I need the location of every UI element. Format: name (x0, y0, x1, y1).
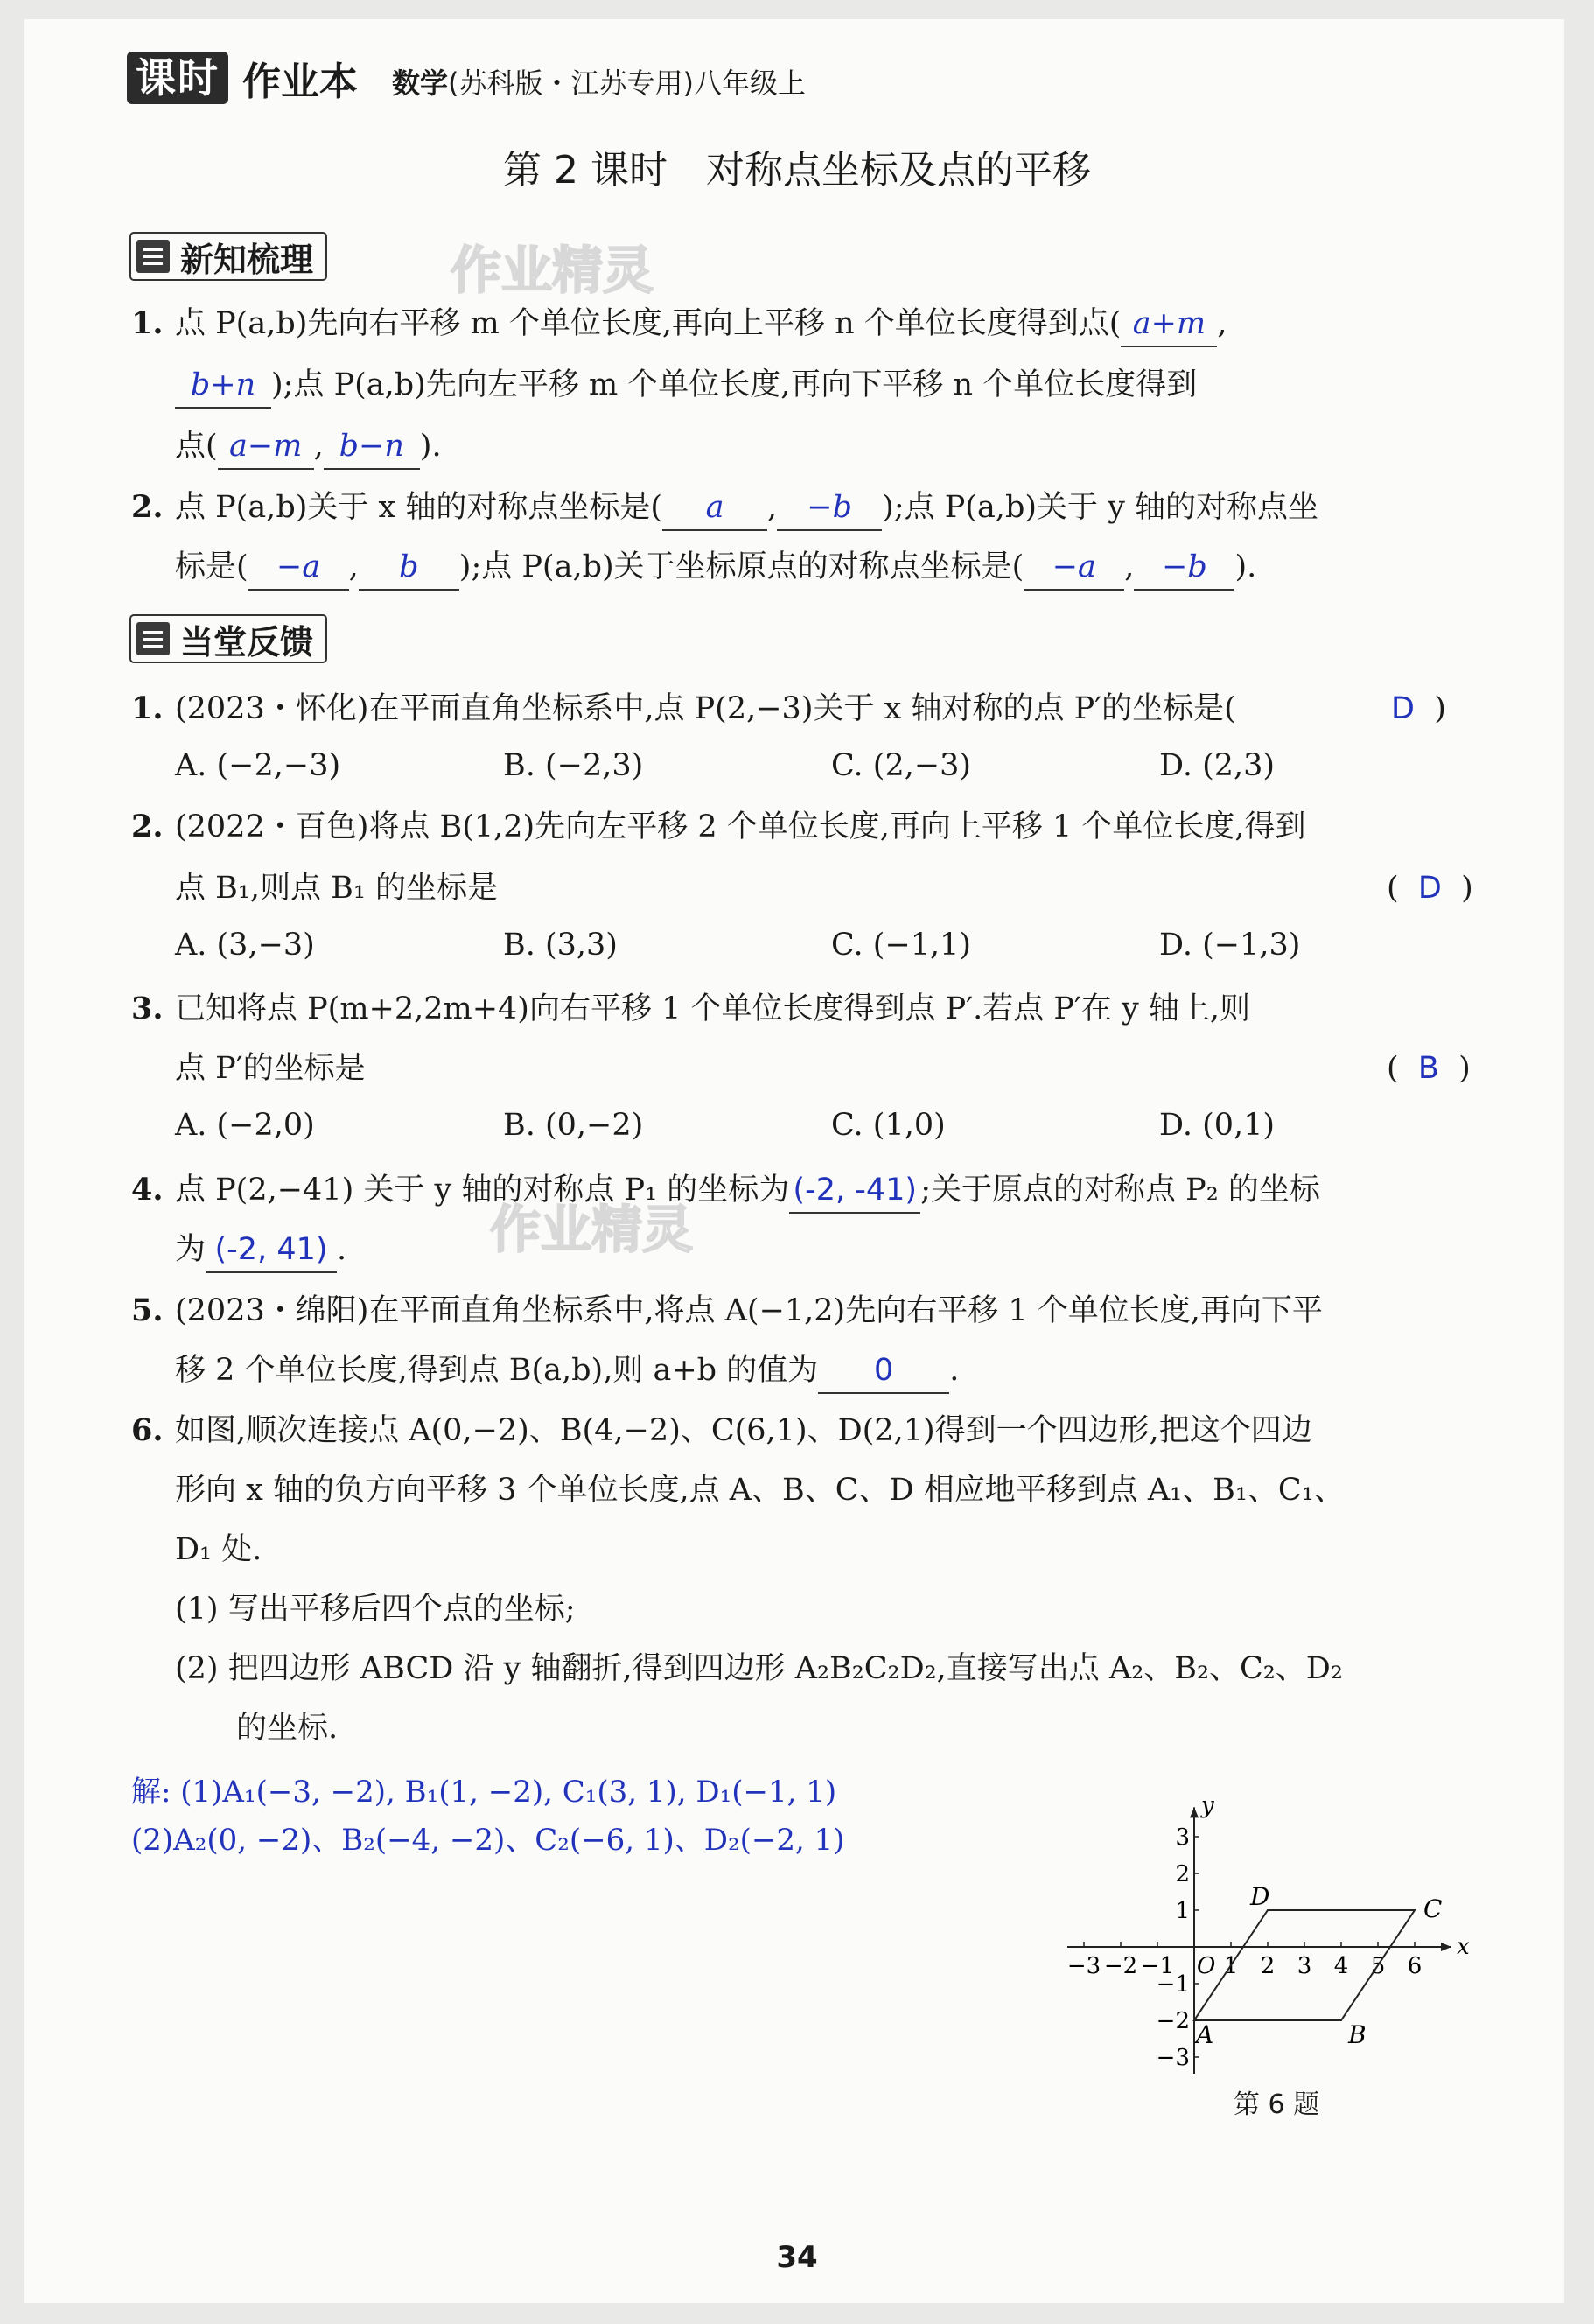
point-label-d: D (1250, 1882, 1270, 1911)
question-text: (2022・百色)将点 B(1,2)先向左平移 2 个单位长度,再向上平移 1 个单位长度,得到 (175, 809, 1306, 844)
section-label: 当堂反馈 (180, 622, 314, 662)
feedback-question-2-line-2: 点 B₁,则点 B₁ 的坐标是 (175, 871, 499, 906)
answer-blank: −a (248, 545, 349, 591)
bracket-close: ) (1434, 691, 1446, 726)
answer-blank: −b (777, 486, 882, 531)
answer-bracket: ( B ) (1387, 1051, 1471, 1086)
origin-label: O (1197, 1953, 1216, 1979)
question-1-line-2 (175, 363, 1197, 409)
answer-blank: a (662, 486, 767, 531)
x-tick-label: −3 (1067, 1953, 1101, 1979)
option-c: C. (2,−3) (831, 748, 972, 783)
feedback-question-6-part-2-cont: 的坐标. (236, 1711, 339, 1746)
feedback-question-6-line-2: 形向 x 轴的负方向平移 3 个单位长度,点 A、B、C、D 相应地平移到点 A₁、B₁、C₁、 (175, 1473, 1345, 1508)
feedback-question-5 (131, 1289, 1323, 1333)
question-text: 为 (175, 1232, 206, 1267)
question-1-line-3 (175, 424, 442, 470)
point-label-c: C (1423, 1894, 1443, 1923)
question-number: 1. (131, 690, 164, 726)
option-d: D. (2,3) (1159, 748, 1276, 783)
question-text: ). (1234, 550, 1257, 584)
option-d: D. (0,1) (1159, 1108, 1276, 1143)
feedback-question-4 (131, 1168, 1320, 1214)
option-c: C. (−1,1) (831, 928, 972, 962)
question-text: 移 2 个单位长度,得到点 B(a,b),则 a+b 的值为 (175, 1353, 819, 1388)
answer-blank: −b (1134, 545, 1234, 591)
question-text: );点 P(a,b)关于坐标原点的对称点坐标是( (458, 550, 1024, 584)
point-label-a: A (1196, 2020, 1214, 2049)
subject: 数学 (392, 66, 449, 100)
question-text: , (348, 550, 359, 584)
question-text: , (1217, 306, 1227, 341)
y-tick-label: 1 (1175, 1898, 1190, 1924)
option-a: A. (3,−3) (175, 928, 315, 962)
answer-blank: (-2, -41) (789, 1168, 920, 1214)
question-text: ). (419, 429, 442, 464)
x-tick-label: 2 (1260, 1953, 1276, 1979)
feedback-question-6-line-3: D₁ 处. (175, 1532, 262, 1567)
answer-blank: 0 (818, 1348, 949, 1394)
question-text: . (949, 1353, 960, 1388)
feedback-question-4-line-2 (175, 1228, 346, 1273)
coordinate-figure (1067, 1750, 1505, 2074)
page-number: 34 (776, 2240, 818, 2275)
book-logo (127, 51, 358, 105)
feedback-question-3 (131, 987, 1250, 1031)
feedback-question-6 (131, 1409, 1312, 1452)
question-1-line-1 (131, 302, 1227, 347)
y-tick-label: −1 (1156, 1971, 1190, 1998)
question-text: );点 P(a,b)先向左平移 m 个单位长度,再向下平移 n 个单位长度得到 (271, 368, 1198, 402)
question-text: 点 P(2,−41) 关于 y 轴的对称点 P₁ 的坐标为 (175, 1172, 790, 1208)
question-number: 4. (131, 1172, 164, 1208)
point-label-b: B (1348, 2020, 1367, 2049)
watermark: 作业精灵 (451, 241, 654, 300)
page-title: 第 2 课时 对称点坐标及点的平移 (503, 148, 1091, 192)
question-number: 1. (131, 305, 164, 341)
option-b: B. (−2,3) (503, 748, 644, 783)
option-c: C. (1,0) (831, 1108, 946, 1143)
x-tick-label: 5 (1370, 1953, 1386, 1979)
x-tick-label: −2 (1103, 1953, 1138, 1979)
book-name: 作业本 (242, 60, 358, 104)
question-text: 已知将点 P(m+2,2m+4)向右平移 1 个单位长度得到点 P′.若点 P′在 y 轴上,则 (175, 991, 1250, 1026)
feedback-question-3-line-2: 点 P′的坐标是 (175, 1051, 366, 1086)
question-text: , (313, 429, 324, 464)
answer-bracket: ( D ) (1387, 871, 1473, 906)
x-tick-label: 3 (1297, 1953, 1312, 1979)
solution-line-1: 解: (1)A₁(−3, −2), B₁(1, −2), C₁(3, 1), D₁(−1, 1) (131, 1774, 837, 1810)
question-number: 3. (131, 990, 164, 1026)
x-axis-label: x (1457, 1934, 1470, 1960)
question-text: , (767, 490, 778, 525)
option-d: D. (−1,3) (1159, 928, 1301, 962)
book-subject (392, 61, 806, 102)
feedback-question-6-part-2: (2) 把四边形 ABCD 沿 y 轴翻折,得到四边形 A₂B₂C₂D₂,直接写出点 A₂、B₂、C₂、D₂ (175, 1651, 1343, 1686)
section-header-feedback (129, 614, 327, 663)
feedback-question-6-part-1: (1) 写出平移后四个点的坐标; (175, 1592, 576, 1627)
feedback-question-1 (131, 687, 1236, 731)
x-tick-label: 1 (1223, 1953, 1239, 1979)
x-axis-arrow (1441, 1942, 1451, 1951)
answer-blank: (-2, 41) (206, 1228, 337, 1273)
answer-blank: b (359, 545, 459, 591)
question-text: 点( (175, 429, 218, 464)
y-axis-arrow (1190, 1807, 1199, 1817)
question-text: );点 P(a,b)关于 y 轴的对称点坐 (882, 490, 1319, 525)
feedback-question-5-line-2 (175, 1348, 959, 1394)
question-text: 如图,顺次连接点 A(0,−2)、B(4,−2)、C(6,1)、D(2,1)得到一个四边形,把这个四边 (175, 1413, 1312, 1448)
question-text: (2023・怀化)在平面直角坐标系中,点 P(2,−3)关于 x 轴对称的点 P′的坐标是( (175, 691, 1236, 726)
question-text: 点 P(a,b)先向右平移 m 个单位长度,再向上平移 n 个单位长度得到点( (175, 306, 1122, 341)
solution-line-2: (2)A₂(0, −2)、B₂(−4, −2)、C₂(−6, 1)、D₂(−2, 1) (131, 1823, 845, 1858)
question-2-line-1 (131, 486, 1318, 531)
option-a: A. (−2,0) (175, 1108, 315, 1143)
choice-answer: D (1417, 871, 1442, 906)
question-text: . (337, 1232, 347, 1267)
question-text: 点 P(a,b)关于 x 轴的对称点坐标是( (175, 490, 663, 525)
answer-bracket (1391, 687, 1446, 731)
figure-caption: 第 6 题 (1234, 2090, 1320, 2120)
feedback-question-2 (131, 805, 1306, 849)
answer-blank: −a (1024, 545, 1124, 591)
notebook-icon (136, 240, 170, 273)
question-2-line-2 (175, 545, 1256, 591)
question-text: (2023・绵阳)在平面直角坐标系中,将点 A(−1,2)先向右平移 1 个单位长度,再向下平 (175, 1293, 1323, 1328)
section-label: 新知梳理 (180, 240, 314, 279)
option-b: B. (0,−2) (503, 1108, 644, 1143)
watermark: 作业精灵 (490, 1200, 694, 1259)
logo-mark: 课时 (127, 52, 228, 104)
question-text: 标是( (175, 550, 248, 584)
question-number: 2. (131, 808, 164, 844)
y-tick-label: 3 (1175, 1824, 1190, 1851)
x-tick-label: 4 (1333, 1953, 1349, 1979)
x-tick-label: −1 (1140, 1953, 1175, 1979)
answer-blank: a+m (1121, 302, 1217, 347)
y-tick-label: −3 (1156, 2045, 1190, 2071)
choice-answer: D (1391, 691, 1415, 726)
answer-blank: b−n (324, 424, 420, 470)
question-text: , (1124, 550, 1135, 584)
question-number: 6. (131, 1412, 164, 1448)
question-number: 5. (131, 1292, 164, 1328)
y-axis-label: y (1201, 1792, 1214, 1819)
answer-blank: b+n (175, 363, 271, 409)
option-b: B. (3,3) (503, 928, 618, 962)
question-number: 2. (131, 489, 164, 525)
pencil-note-icon (136, 622, 170, 655)
y-tick-label: 2 (1175, 1861, 1190, 1887)
y-tick-label: −2 (1156, 2008, 1190, 2034)
answer-blank: a−m (218, 424, 314, 470)
option-a: A. (−2,−3) (175, 748, 341, 783)
choice-answer: B (1417, 1051, 1439, 1086)
edition: (苏科版・江苏专用)八年级上 (448, 66, 806, 100)
question-text: ;关于原点的对称点 P₂ 的坐标 (920, 1172, 1320, 1208)
x-tick-label: 6 (1407, 1953, 1423, 1979)
section-header-knowledge (129, 232, 327, 281)
